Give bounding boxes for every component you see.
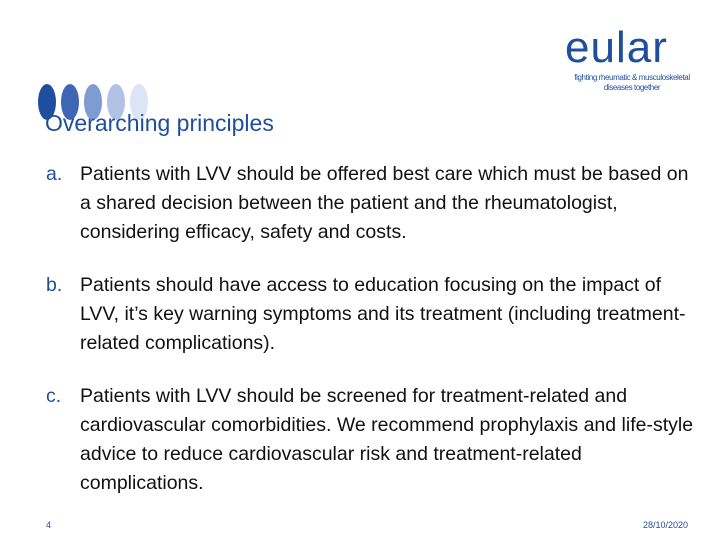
principle-text: Patients with LVV should be screened for treatment-related and cardiovascular comorbidities. We recommend prophylaxis and life-style advice to reduce cardiovascular risk and treatment-related complications. xyxy=(80,385,694,494)
principle-letter: b. xyxy=(46,274,63,296)
logo-tagline-line-2: diseases together xyxy=(603,83,661,92)
principle-item xyxy=(46,160,696,247)
principles-list xyxy=(46,160,696,522)
logo-wordmark: eular xyxy=(565,23,668,72)
logo-tagline xyxy=(568,73,696,93)
slide-title: Overarching principles xyxy=(45,110,274,136)
principle-item xyxy=(46,382,696,498)
principle-item xyxy=(46,271,696,358)
principle-text: Patients with LVV should be offered best care which must be based on a shared decision between the patient and the rheumatologist, considering efficacy, safety and costs. xyxy=(80,163,689,243)
principle-letter: a. xyxy=(46,163,63,185)
page-number: 4 xyxy=(46,520,52,530)
principle-text: Patients should have access to education focusing on the impact of LVV, it’s key warning symptoms and its treatment (including treatment-related complications). xyxy=(80,274,686,354)
slide-date: 28/10/2020 xyxy=(642,520,688,530)
principle-letter: c. xyxy=(46,385,62,407)
logo-tagline-line-1: fighting rheumatic & musculoskeletal xyxy=(574,73,690,82)
